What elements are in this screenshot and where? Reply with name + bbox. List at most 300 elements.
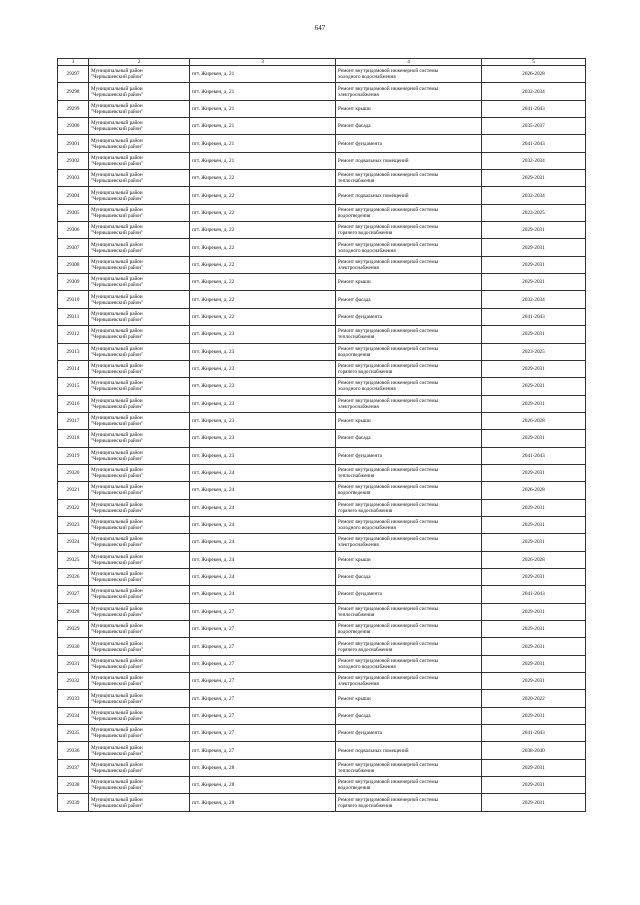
municipality-cell <box>89 447 190 464</box>
table-row <box>58 430 586 447</box>
row-number-cell: 29313 <box>58 343 89 360</box>
work-type-line: Ремонт подвальных помещений <box>338 747 409 754</box>
municipality-line: "Чернышевский район" <box>91 525 144 532</box>
municipality-cell <box>89 274 190 291</box>
period-cell: 2029-2031 <box>482 256 586 273</box>
municipality-cell <box>89 725 190 742</box>
period-cell: 2029-2031 <box>482 464 586 481</box>
municipality-cell <box>89 170 190 187</box>
page-number: 647 <box>314 24 326 32</box>
address-cell: пгт. Жирекен, д. 24 <box>190 551 336 568</box>
work-type-line: электроснабжения <box>338 91 379 98</box>
period-cell: 2029-2031 <box>482 794 586 811</box>
work-type-line: Ремонт внутридомовой инженерной системы <box>338 675 439 682</box>
work-type-cell <box>336 586 482 603</box>
table-row <box>58 499 586 516</box>
address-cell: пгт. Жирекен, д. 23 <box>190 360 336 377</box>
row-number-cell: 29321 <box>58 482 89 499</box>
work-type-line: Ремонт внутридомовой инженерной системы <box>338 467 439 474</box>
work-type-line: электроснабжения <box>338 681 379 688</box>
address-cell: пгт. Жирекен, д. 22 <box>190 308 336 325</box>
municipality-cell <box>89 66 190 83</box>
municipality-line: Муниципальный район <box>91 623 143 630</box>
municipality-cell <box>89 308 190 325</box>
municipality-cell <box>89 152 190 169</box>
table-row <box>58 482 586 499</box>
period-cell: 2038-2040 <box>482 742 586 759</box>
work-type-line: Ремонт крыши <box>338 695 371 702</box>
address-cell: пгт. Жирекен, д. 27 <box>190 603 336 620</box>
row-number-cell: 29304 <box>58 187 89 204</box>
municipality-line: "Чернышевский район" <box>91 230 144 237</box>
work-type-cell <box>336 430 482 447</box>
municipality-cell <box>89 256 190 273</box>
row-number-cell: 29338 <box>58 777 89 794</box>
address-cell: пгт. Жирекен, д. 27 <box>190 742 336 759</box>
row-number-cell: 29324 <box>58 534 89 551</box>
work-type-cell <box>336 308 482 325</box>
municipality-cell <box>89 326 190 343</box>
municipality-line: "Чернышевский район" <box>91 299 144 306</box>
table-row <box>58 690 586 707</box>
work-type-line: Ремонт внутридомовой инженерной системы <box>338 779 439 786</box>
work-type-line: водоотведения <box>338 785 371 792</box>
work-type-line: Ремонт внутридомовой инженерной системы <box>338 68 439 75</box>
municipality-cell <box>89 638 190 655</box>
municipality-line: "Чернышевский район" <box>91 698 144 705</box>
municipality-cell <box>89 742 190 759</box>
row-number-cell: 29329 <box>58 621 89 638</box>
address-cell: пгт. Жирекен, д. 23 <box>190 326 336 343</box>
row-number-cell: 29312 <box>58 326 89 343</box>
work-type-line: Ремонт фасада <box>338 435 371 442</box>
work-type-line: горячего водоснабжения <box>338 802 393 809</box>
work-type-cell <box>336 707 482 724</box>
work-type-cell <box>336 170 482 187</box>
municipality-line: Муниципальный район <box>91 588 143 595</box>
table-row <box>58 100 586 117</box>
address-cell: пгт. Жирекен, д. 27 <box>190 655 336 672</box>
work-type-cell <box>336 638 482 655</box>
municipality-line: Муниципальный район <box>91 536 143 543</box>
work-type-cell <box>336 204 482 221</box>
address-cell: пгт. Жирекен, д. 24 <box>190 499 336 516</box>
address-cell: пгт. Жирекен, д. 21 <box>190 66 336 83</box>
address-cell: пгт. Жирекен, д. 22 <box>190 239 336 256</box>
address-cell: пгт. Жирекен, д. 22 <box>190 170 336 187</box>
period-cell: 2041-2043 <box>482 100 586 117</box>
row-number-cell: 29307 <box>58 239 89 256</box>
work-type-cell <box>336 83 482 100</box>
municipality-line: "Чернышевский район" <box>91 264 144 271</box>
header-col-3: 3 <box>190 59 336 66</box>
period-cell: 2029-2031 <box>482 673 586 690</box>
table-row <box>58 621 586 638</box>
municipality-line: "Чернышевский район" <box>91 455 144 462</box>
municipality-line: "Чернышевский район" <box>91 663 144 670</box>
municipality-line: Муниципальный район <box>91 519 143 526</box>
work-type-line: Ремонт внутридомовой инженерной системы <box>338 172 439 179</box>
period-cell: 2029-2031 <box>482 360 586 377</box>
period-cell: 2041-2043 <box>482 135 586 152</box>
work-type-line: водоотведения <box>338 629 371 636</box>
municipality-line: "Чернышевский район" <box>91 559 144 566</box>
row-number-cell: 29311 <box>58 308 89 325</box>
municipality-line: Муниципальный район <box>91 796 143 803</box>
table-row <box>58 308 586 325</box>
municipality-line: Муниципальный район <box>91 640 143 647</box>
work-type-line: Ремонт внутридомовой инженерной системы <box>338 605 439 612</box>
table-row <box>58 759 586 776</box>
municipality-cell <box>89 204 190 221</box>
table-row <box>58 152 586 169</box>
row-number-cell: 29334 <box>58 707 89 724</box>
work-type-cell <box>336 360 482 377</box>
municipality-line: "Чернышевский район" <box>91 143 144 150</box>
row-number-cell: 29333 <box>58 690 89 707</box>
period-cell: 2029-2031 <box>482 378 586 395</box>
row-number-cell: 29314 <box>58 360 89 377</box>
municipality-line: Муниципальный район <box>91 276 143 283</box>
period-cell: 2032-2034 <box>482 152 586 169</box>
municipality-cell <box>89 534 190 551</box>
municipality-line: "Чернышевский район" <box>91 629 144 636</box>
address-cell: пгт. Жирекен, д. 27 <box>190 621 336 638</box>
municipality-line: "Чернышевский район" <box>91 421 144 428</box>
address-cell: пгт. Жирекен, д. 28 <box>190 759 336 776</box>
municipality-cell <box>89 673 190 690</box>
header-col-5: 5 <box>482 59 586 66</box>
address-cell: пгт. Жирекен, д. 22 <box>190 204 336 221</box>
work-type-cell <box>336 412 482 429</box>
table-row <box>58 551 586 568</box>
municipality-line: Муниципальный район <box>91 380 143 387</box>
period-cell: 2029-2031 <box>482 430 586 447</box>
address-cell: пгт. Жирекен, д. 22 <box>190 222 336 239</box>
address-cell: пгт. Жирекен, д. 22 <box>190 291 336 308</box>
work-type-line: Ремонт внутридомовой инженерной системы <box>338 363 439 370</box>
municipality-line: Муниципальный район <box>91 761 143 768</box>
address-cell: пгт. Жирекен, д. 24 <box>190 568 336 585</box>
table-row <box>58 66 586 83</box>
municipality-line: "Чернышевский район" <box>91 91 144 98</box>
work-type-line: Ремонт крыши <box>338 279 371 286</box>
work-type-line: Ремонт внутридомовой инженерной системы <box>338 258 439 265</box>
work-type-cell <box>336 326 482 343</box>
work-type-cell <box>336 621 482 638</box>
address-cell: пгт. Жирекен, д. 24 <box>190 534 336 551</box>
work-type-line: Ремонт внутридомовой инженерной системы <box>338 380 439 387</box>
municipality-line: "Чернышевский район" <box>91 126 144 133</box>
table-row <box>58 204 586 221</box>
municipality-line: Муниципальный район <box>91 345 143 352</box>
work-type-line: теплоснабжения <box>338 767 375 774</box>
address-cell: пгт. Жирекен, д. 21 <box>190 152 336 169</box>
municipality-line: "Чернышевский район" <box>91 785 144 792</box>
municipality-cell <box>89 586 190 603</box>
work-type-line: Ремонт подвальных помещений <box>338 157 409 164</box>
table-row <box>58 395 586 412</box>
municipality-line: "Чернышевский район" <box>91 108 144 115</box>
period-cell: 2029-2031 <box>482 603 586 620</box>
work-type-line: Ремонт внутридомовой инженерной системы <box>338 623 439 630</box>
work-type-line: водоотведения <box>338 212 371 219</box>
work-type-cell <box>336 187 482 204</box>
address-cell: пгт. Жирекен, д. 23 <box>190 412 336 429</box>
work-type-line: горячего водоснабжения <box>338 507 393 514</box>
work-type-cell <box>336 222 482 239</box>
work-type-line: Ремонт внутридомовой инженерной системы <box>338 640 439 647</box>
period-cell: 2029-2031 <box>482 239 586 256</box>
work-type-cell <box>336 551 482 568</box>
municipality-line: Муниципальный район <box>91 501 143 508</box>
work-type-line: теплоснабжения <box>338 334 375 341</box>
work-type-line: теплоснабжения <box>338 473 375 480</box>
municipality-line: Муниципальный район <box>91 102 143 109</box>
period-cell: 2029-2031 <box>482 655 586 672</box>
work-type-line: Ремонт крыши <box>338 556 371 563</box>
municipality-line: "Чернышевский район" <box>91 316 144 323</box>
municipality-line: Муниципальный район <box>91 224 143 231</box>
address-cell: пгт. Жирекен, д. 24 <box>190 464 336 481</box>
row-number-cell: 29336 <box>58 742 89 759</box>
municipality-line: "Чернышевский район" <box>91 802 144 809</box>
address-cell: пгт. Жирекен, д. 23 <box>190 343 336 360</box>
period-cell: 2023-2025 <box>482 204 586 221</box>
address-cell: пгт. Жирекен, д. 21 <box>190 135 336 152</box>
work-type-line: Ремонт фасада <box>338 574 371 581</box>
municipality-line: "Чернышевский район" <box>91 733 144 740</box>
municipality-line: "Чернышевский район" <box>91 542 144 549</box>
municipality-line: Муниципальный район <box>91 467 143 474</box>
municipality-cell <box>89 135 190 152</box>
row-number-cell: 29322 <box>58 499 89 516</box>
address-cell: пгт. Жирекен, д. 24 <box>190 482 336 499</box>
municipality-line: "Чернышевский район" <box>91 715 144 722</box>
municipality-line: Муниципальный район <box>91 206 143 213</box>
work-type-line: Ремонт внутридомовой инженерной системы <box>338 345 439 352</box>
municipality-cell <box>89 239 190 256</box>
table-row <box>58 291 586 308</box>
period-cell: 2032-2034 <box>482 83 586 100</box>
municipality-line: Муниципальный район <box>91 692 143 699</box>
table-row <box>58 447 586 464</box>
address-cell: пгт. Жирекен, д. 23 <box>190 430 336 447</box>
work-type-cell <box>336 759 482 776</box>
municipality-line: "Чернышевский район" <box>91 507 144 514</box>
municipality-line: Муниципальный район <box>91 432 143 439</box>
row-number-cell: 29318 <box>58 430 89 447</box>
address-cell: пгт. Жирекен, д. 21 <box>190 100 336 117</box>
row-number-cell: 29320 <box>58 464 89 481</box>
period-cell: 2041-2043 <box>482 586 586 603</box>
table-row <box>58 794 586 811</box>
municipality-line: "Чернышевский район" <box>91 750 144 757</box>
work-type-cell <box>336 274 482 291</box>
municipality-line: "Чернышевский район" <box>91 646 144 653</box>
work-type-cell <box>336 100 482 117</box>
work-type-cell <box>336 516 482 533</box>
municipality-cell <box>89 430 190 447</box>
municipality-line: Муниципальный район <box>91 727 143 734</box>
work-type-line: холодного водоснабжения <box>338 525 396 532</box>
row-number-cell: 29337 <box>58 759 89 776</box>
municipality-line: Муниципальный район <box>91 310 143 317</box>
address-cell: пгт. Жирекен, д. 22 <box>190 256 336 273</box>
municipality-cell <box>89 343 190 360</box>
municipality-cell <box>89 464 190 481</box>
municipality-cell <box>89 690 190 707</box>
municipality-cell <box>89 621 190 638</box>
municipality-line: Муниципальный район <box>91 571 143 578</box>
period-cell: 2029-2031 <box>482 759 586 776</box>
period-cell: 2029-2031 <box>482 638 586 655</box>
table-row <box>58 256 586 273</box>
municipality-cell <box>89 655 190 672</box>
row-number-cell: 29309 <box>58 274 89 291</box>
work-type-line: Ремонт фасада <box>338 712 371 719</box>
work-type-cell <box>336 534 482 551</box>
work-type-line: холодного водоснабжения <box>338 663 396 670</box>
municipality-line: Муниципальный район <box>91 605 143 612</box>
table-row <box>58 655 586 672</box>
municipality-line: "Чернышевский район" <box>91 611 144 618</box>
table-row <box>58 707 586 724</box>
period-cell: 2029-2031 <box>482 395 586 412</box>
municipality-line: Муниципальный район <box>91 744 143 751</box>
table-row <box>58 742 586 759</box>
table-row <box>58 274 586 291</box>
table-row <box>58 673 586 690</box>
municipality-line: "Чернышевский район" <box>91 74 144 81</box>
work-type-cell <box>336 742 482 759</box>
municipality-line: Муниципальный район <box>91 553 143 560</box>
period-cell: 2029-2031 <box>482 170 586 187</box>
period-cell: 2026-2028 <box>482 412 586 429</box>
row-number-cell: 29302 <box>58 152 89 169</box>
work-type-line: холодного водоснабжения <box>338 386 396 393</box>
municipality-line: Муниципальный район <box>91 85 143 92</box>
work-type-line: Ремонт фундамента <box>338 591 382 598</box>
municipality-line: Муниципальный район <box>91 258 143 265</box>
address-cell: пгт. Жирекен, д. 28 <box>190 777 336 794</box>
work-type-cell <box>336 482 482 499</box>
work-type-cell <box>336 673 482 690</box>
work-type-line: Ремонт крыши <box>338 418 371 425</box>
work-type-cell <box>336 568 482 585</box>
work-type-cell <box>336 239 482 256</box>
municipality-line: Муниципальный район <box>91 241 143 248</box>
work-type-line: горячего водоснабжения <box>338 646 393 653</box>
row-number-cell: 29326 <box>58 568 89 585</box>
municipality-cell <box>89 551 190 568</box>
municipality-cell <box>89 360 190 377</box>
work-type-cell <box>336 378 482 395</box>
municipality-line: "Чернышевский район" <box>91 334 144 341</box>
row-number-cell: 29328 <box>58 603 89 620</box>
work-type-line: теплоснабжения <box>338 178 375 185</box>
work-type-line: электроснабжения <box>338 542 379 549</box>
municipality-line: "Чернышевский район" <box>91 247 144 254</box>
row-number-cell: 29303 <box>58 170 89 187</box>
work-type-cell <box>336 655 482 672</box>
municipality-cell <box>89 707 190 724</box>
row-number-cell: 29305 <box>58 204 89 221</box>
municipality-cell <box>89 118 190 135</box>
row-number-cell: 29298 <box>58 83 89 100</box>
work-type-cell <box>336 447 482 464</box>
table-row <box>58 83 586 100</box>
work-type-line: Ремонт фасада <box>338 296 371 303</box>
address-cell: пгт. Жирекен, д. 24 <box>190 586 336 603</box>
municipality-line: "Чернышевский район" <box>91 594 144 601</box>
address-cell: пгт. Жирекен, д. 27 <box>190 638 336 655</box>
table-row <box>58 187 586 204</box>
work-type-line: Ремонт внутридомовой инженерной системы <box>338 761 439 768</box>
work-type-line: Ремонт внутридомовой инженерной системы <box>338 657 439 664</box>
address-cell: пгт. Жирекен, д. 28 <box>190 794 336 811</box>
municipality-line: Муниципальный район <box>91 675 143 682</box>
municipality-line: Муниципальный район <box>91 68 143 75</box>
table-row <box>58 586 586 603</box>
municipality-line: Муниципальный район <box>91 415 143 422</box>
work-type-cell <box>336 725 482 742</box>
municipality-cell <box>89 395 190 412</box>
table-row <box>58 326 586 343</box>
address-cell: пгт. Жирекен, д. 21 <box>190 118 336 135</box>
address-cell: пгт. Жирекен, д. 23 <box>190 378 336 395</box>
table-row <box>58 118 586 135</box>
period-cell: 2026-2028 <box>482 551 586 568</box>
address-cell: пгт. Жирекен, д. 27 <box>190 707 336 724</box>
period-cell: 2029-2031 <box>482 707 586 724</box>
row-number-cell: 29315 <box>58 378 89 395</box>
work-type-line: Ремонт внутридомовой инженерной системы <box>338 224 439 231</box>
table-row <box>58 603 586 620</box>
work-type-line: горячего водоснабжения <box>338 369 393 376</box>
address-cell: пгт. Жирекен, д. 21 <box>190 83 336 100</box>
municipality-line: Муниципальный район <box>91 363 143 370</box>
table-row <box>58 412 586 429</box>
table-row <box>58 343 586 360</box>
table-row <box>58 360 586 377</box>
period-cell: 2029-2031 <box>482 326 586 343</box>
period-cell: 2029-2031 <box>482 568 586 585</box>
municipality-cell <box>89 100 190 117</box>
municipality-cell <box>89 794 190 811</box>
work-type-line: холодного водоснабжения <box>338 74 396 81</box>
table-row <box>58 170 586 187</box>
work-type-cell <box>336 603 482 620</box>
municipality-cell <box>89 378 190 395</box>
municipality-line: Муниципальный район <box>91 137 143 144</box>
period-cell: 2029-2031 <box>482 621 586 638</box>
table-row <box>58 464 586 481</box>
municipality-line: "Чернышевский район" <box>91 369 144 376</box>
municipality-line: Муниципальный район <box>91 172 143 179</box>
address-cell: пгт. Жирекен, д. 23 <box>190 447 336 464</box>
header-col-4: 4 <box>336 59 482 66</box>
municipality-cell <box>89 568 190 585</box>
table-row <box>58 135 586 152</box>
municipality-line: "Чернышевский район" <box>91 195 144 202</box>
table-body <box>58 66 586 812</box>
row-number-cell: 29335 <box>58 725 89 742</box>
address-cell: пгт. Жирекен, д. 23 <box>190 395 336 412</box>
municipality-line: Муниципальный район <box>91 484 143 491</box>
work-type-cell <box>336 499 482 516</box>
municipality-line: Муниципальный район <box>91 154 143 161</box>
